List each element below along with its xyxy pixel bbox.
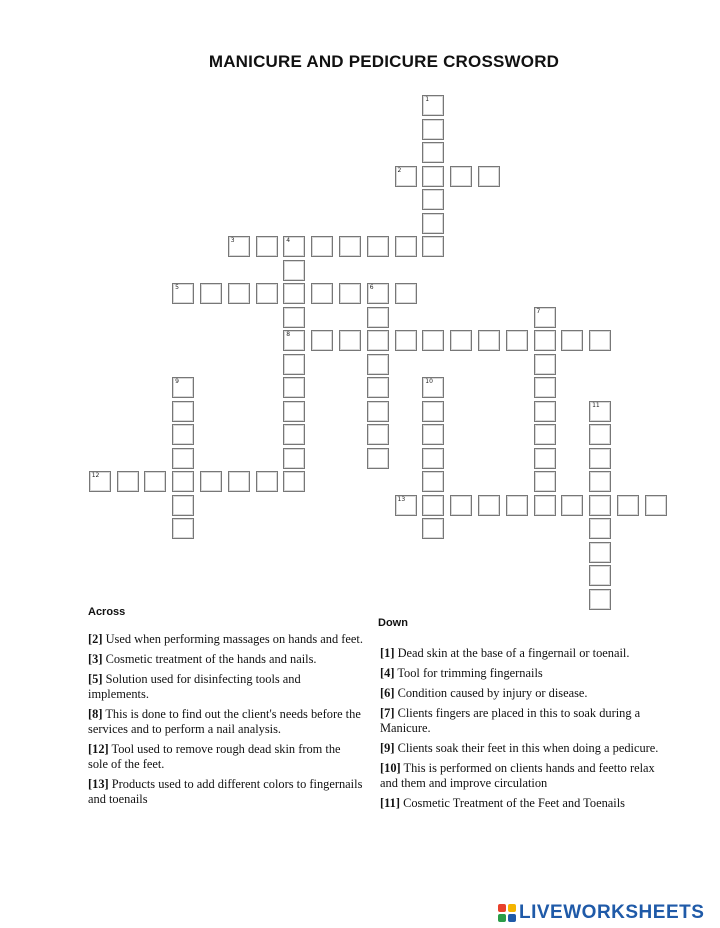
down-heading: Down bbox=[378, 617, 408, 629]
grid-cell[interactable] bbox=[478, 330, 500, 351]
grid-cell[interactable] bbox=[450, 330, 472, 351]
clue-number: [11] bbox=[380, 796, 400, 810]
grid-cell[interactable] bbox=[478, 166, 500, 187]
clue-number: [3] bbox=[88, 652, 103, 666]
grid-cell[interactable] bbox=[422, 471, 444, 492]
down-clue bbox=[380, 686, 670, 701]
grid-cell[interactable] bbox=[311, 330, 333, 351]
cell-number: 8 bbox=[286, 331, 291, 338]
clue-number: [7] bbox=[380, 706, 395, 720]
down-clue bbox=[380, 741, 670, 756]
clue-number: [13] bbox=[88, 777, 109, 791]
logo-square bbox=[498, 914, 506, 922]
grid-cell[interactable] bbox=[506, 330, 528, 351]
grid-cell[interactable] bbox=[367, 330, 389, 351]
grid-cell[interactable] bbox=[534, 377, 556, 398]
grid-cell[interactable] bbox=[172, 495, 194, 516]
grid-cell[interactable] bbox=[200, 471, 222, 492]
grid-cell[interactable] bbox=[283, 401, 305, 422]
grid-cell[interactable] bbox=[283, 307, 305, 328]
grid-cell[interactable] bbox=[534, 307, 556, 328]
grid-cell[interactable] bbox=[172, 518, 194, 539]
grid-cell[interactable] bbox=[283, 330, 305, 351]
grid-cell[interactable] bbox=[117, 471, 139, 492]
grid-cell[interactable] bbox=[256, 236, 278, 257]
grid-cell[interactable] bbox=[589, 518, 611, 539]
across-heading: Across bbox=[88, 606, 126, 618]
grid-cell[interactable] bbox=[283, 377, 305, 398]
clue-text: Clients soak their feet in this when doing a pedicure. bbox=[397, 741, 659, 755]
grid-cell[interactable] bbox=[534, 354, 556, 375]
grid-cell[interactable] bbox=[367, 377, 389, 398]
down-clue bbox=[380, 761, 670, 791]
clue-text: Condition caused by injury or disease. bbox=[397, 686, 588, 700]
cell-number: 4 bbox=[286, 237, 291, 244]
grid-cell[interactable] bbox=[367, 401, 389, 422]
grid-cell[interactable] bbox=[534, 471, 556, 492]
grid-cell[interactable] bbox=[283, 471, 305, 492]
grid-cell[interactable] bbox=[311, 236, 333, 257]
clue-number: [1] bbox=[380, 646, 395, 660]
grid-cell[interactable] bbox=[589, 448, 611, 469]
grid-cell[interactable] bbox=[589, 565, 611, 586]
down-clue bbox=[380, 706, 670, 736]
grid-cell[interactable] bbox=[172, 471, 194, 492]
clue-number: [2] bbox=[88, 632, 103, 646]
grid-cell[interactable] bbox=[283, 260, 305, 281]
cell-number: 3 bbox=[230, 237, 235, 244]
grid-cell[interactable] bbox=[534, 424, 556, 445]
clue-text: Tool used to remove rough dead skin from the sole of the feet. bbox=[88, 742, 341, 771]
grid-cell[interactable] bbox=[589, 424, 611, 445]
grid-cell[interactable] bbox=[422, 95, 444, 116]
across-clue bbox=[88, 652, 363, 667]
grid-cell[interactable] bbox=[395, 236, 417, 257]
cell-number: 9 bbox=[175, 378, 179, 385]
grid-cell[interactable] bbox=[589, 471, 611, 492]
clue-text: Products used to add different colors to fingernails and toenails bbox=[88, 777, 363, 806]
grid-cell[interactable] bbox=[422, 448, 444, 469]
grid-cell[interactable] bbox=[534, 401, 556, 422]
grid-cell[interactable] bbox=[534, 448, 556, 469]
grid-cell[interactable] bbox=[589, 495, 611, 516]
grid-cell[interactable] bbox=[395, 166, 417, 187]
grid-cell[interactable] bbox=[422, 236, 444, 257]
grid-cell[interactable] bbox=[395, 495, 417, 516]
down-clue bbox=[380, 666, 670, 681]
grid-cell[interactable] bbox=[422, 142, 444, 163]
grid-cell[interactable] bbox=[422, 495, 444, 516]
grid-cell[interactable] bbox=[339, 236, 361, 257]
grid-cell[interactable] bbox=[89, 471, 111, 492]
grid-cell[interactable] bbox=[367, 236, 389, 257]
liveworksheets-logo bbox=[498, 902, 704, 924]
clue-text: Clients fingers are placed in this to soak during a Manicure. bbox=[380, 706, 641, 735]
across-clues bbox=[88, 632, 363, 812]
grid-cell[interactable] bbox=[422, 119, 444, 140]
grid-cell[interactable] bbox=[228, 283, 250, 304]
grid-cell[interactable] bbox=[367, 283, 389, 304]
grid-cell[interactable] bbox=[228, 471, 250, 492]
grid-cell[interactable] bbox=[172, 448, 194, 469]
clue-number: [9] bbox=[380, 741, 395, 755]
grid-cell[interactable] bbox=[589, 589, 611, 610]
cell-number: 11 bbox=[592, 401, 600, 409]
grid-cell[interactable] bbox=[283, 424, 305, 445]
logo-square bbox=[498, 904, 506, 912]
across-clue bbox=[88, 777, 363, 807]
clue-text: This is performed on clients hands and feetto relax and them and improve circulation bbox=[380, 761, 655, 790]
grid-cell[interactable] bbox=[367, 354, 389, 375]
down-clue bbox=[380, 646, 670, 661]
down-clue bbox=[380, 796, 670, 811]
grid-cell[interactable] bbox=[200, 283, 222, 304]
cell-number: 10 bbox=[425, 378, 433, 385]
across-clue bbox=[88, 632, 363, 647]
grid-cell[interactable] bbox=[311, 283, 333, 304]
clue-number: [8] bbox=[88, 707, 103, 721]
grid-cell[interactable] bbox=[367, 307, 389, 328]
grid-cell[interactable] bbox=[283, 283, 305, 304]
grid-cell[interactable] bbox=[283, 354, 305, 375]
cell-number: 6 bbox=[369, 284, 374, 291]
grid-cell[interactable] bbox=[478, 495, 500, 516]
grid-cell[interactable] bbox=[172, 401, 194, 422]
cell-number: 5 bbox=[175, 284, 179, 291]
grid-cell[interactable] bbox=[506, 495, 528, 516]
grid-cell[interactable] bbox=[422, 401, 444, 422]
clue-text: Solution used for disinfecting tools and implements. bbox=[88, 672, 301, 701]
clue-text: Dead skin at the base of a fingernail or toenail. bbox=[397, 646, 630, 660]
clue-text: This is done to find out the client's needs before the services and to perform a nail analysis. bbox=[88, 707, 361, 736]
grid-cell[interactable] bbox=[395, 330, 417, 351]
logo-text: LIVEWORKSHEETS bbox=[519, 902, 705, 923]
clue-number: [12] bbox=[88, 742, 109, 756]
grid-cell[interactable] bbox=[561, 495, 583, 516]
grid-cell[interactable] bbox=[283, 448, 305, 469]
clue-text: Cosmetic treatment of the hands and nails. bbox=[105, 652, 317, 666]
cell-number: 1 bbox=[425, 96, 430, 103]
logo-square bbox=[508, 904, 516, 912]
grid-cell[interactable] bbox=[283, 236, 305, 257]
grid-cell[interactable] bbox=[172, 377, 194, 398]
grid-cell[interactable] bbox=[228, 236, 250, 257]
clue-text: Used when performing massages on hands and feet. bbox=[105, 632, 363, 646]
cell-number: 12 bbox=[91, 472, 100, 479]
grid-cell[interactable] bbox=[367, 424, 389, 445]
grid-cell[interactable] bbox=[256, 283, 278, 304]
grid-cell[interactable] bbox=[256, 471, 278, 492]
grid-cell[interactable] bbox=[144, 471, 166, 492]
page-title: MANICURE AND PEDICURE CROSSWORD bbox=[208, 52, 560, 71]
clue-text: Tool for trimming fingernails bbox=[397, 666, 543, 680]
grid-cell[interactable] bbox=[172, 424, 194, 445]
grid-cell[interactable] bbox=[589, 542, 611, 563]
grid-cell[interactable] bbox=[534, 330, 556, 351]
cell-number: 13 bbox=[397, 495, 406, 503]
grid-cell[interactable] bbox=[589, 401, 611, 422]
down-clues bbox=[380, 646, 670, 816]
grid-cell[interactable] bbox=[422, 213, 444, 234]
across-clue bbox=[88, 707, 363, 737]
across-clue bbox=[88, 742, 363, 772]
clue-number: [6] bbox=[380, 686, 395, 700]
across-clue bbox=[88, 672, 363, 702]
grid-cell[interactable] bbox=[339, 283, 361, 304]
grid-cell[interactable] bbox=[172, 283, 194, 304]
grid-cell[interactable] bbox=[450, 166, 472, 187]
clue-number: [10] bbox=[380, 761, 401, 775]
grid-cell[interactable] bbox=[450, 495, 472, 516]
clue-number: [5] bbox=[88, 672, 103, 686]
grid-cell[interactable] bbox=[645, 495, 667, 516]
grid-cell[interactable] bbox=[561, 330, 583, 351]
grid-cell[interactable] bbox=[422, 189, 444, 210]
grid-cell[interactable] bbox=[422, 166, 444, 187]
clue-number: [4] bbox=[380, 666, 395, 680]
grid-cell[interactable] bbox=[534, 495, 556, 516]
grid-cell[interactable] bbox=[422, 330, 444, 351]
grid-cell[interactable] bbox=[589, 330, 611, 351]
cell-number: 7 bbox=[536, 307, 541, 315]
grid-cell[interactable] bbox=[339, 330, 361, 351]
grid-cell[interactable] bbox=[422, 424, 444, 445]
grid-cell[interactable] bbox=[422, 518, 444, 539]
grid-cell[interactable] bbox=[367, 448, 389, 469]
grid-cell[interactable] bbox=[422, 377, 444, 398]
grid-cell[interactable] bbox=[617, 495, 639, 516]
grid-cell[interactable] bbox=[395, 283, 417, 304]
clue-text: Cosmetic Treatment of the Feet and Toenails bbox=[403, 796, 625, 810]
logo-square bbox=[508, 914, 516, 922]
logo-mark-icon bbox=[498, 904, 516, 922]
cell-number: 2 bbox=[397, 166, 402, 174]
